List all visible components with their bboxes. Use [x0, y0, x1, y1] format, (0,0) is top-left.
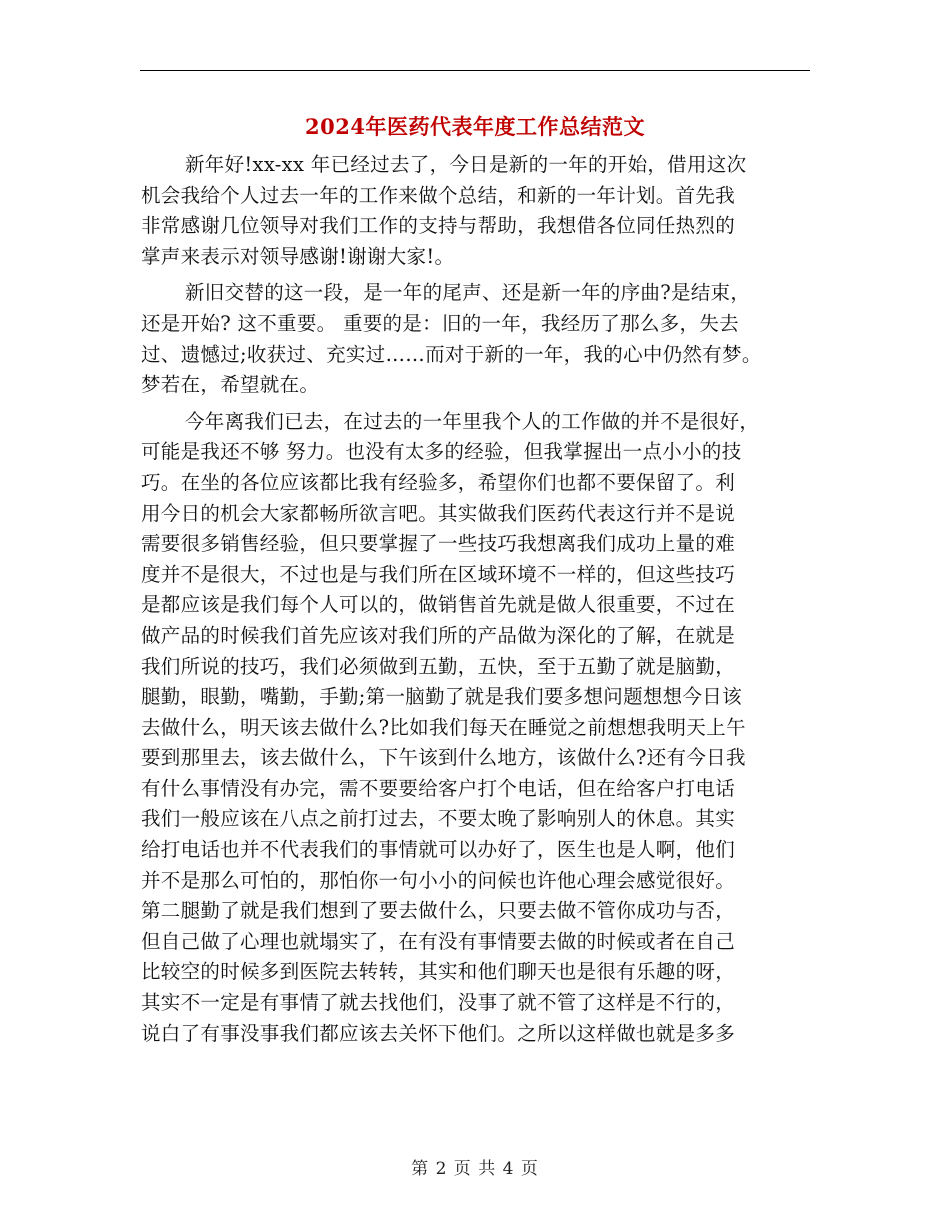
paragraph-1	[141, 150, 813, 272]
text-line: 非常感谢几位领导对我们工作的支持与帮助，我想借各位同任热烈的	[141, 214, 736, 238]
text-line: 用今日的机会大家都畅所欲言吧。其实做我们医药代表这行并不是说	[141, 501, 736, 525]
text-line: 今年离我们已去，在过去的一年里我个人的工作做的并不是很好，	[185, 409, 760, 433]
text-line: 巧。在坐的各位应该都比我有经验多，希望你们也都不要保留了。利	[141, 470, 736, 494]
text-line: 但自己做了心理也就塌实了，在有没有事情要去做的时候或者在自己	[141, 929, 736, 953]
document-title: 2024年医药代表年度工作总结范文	[305, 114, 645, 139]
text-line: 做产品的时候我们首先应该对我们所的产品做为深化的了解，在就是	[141, 623, 736, 647]
text-line: 给打电话也并不代表我们的事情就可以办好了，医生也是人啊，他们	[141, 838, 736, 862]
text-line: 有什么事情没有办完，需不要要给客户打个电话，但在给客户打电话	[141, 776, 736, 800]
text-line: 比较空的时候多到医院去转转，其实和他们聊天也是很有乐趣的呀，	[141, 960, 736, 984]
header-rule	[140, 70, 810, 71]
document-body	[141, 150, 813, 1055]
text-line: 过、遗憾过;收获过、充实过……而对于新的一年，我的心中仍然有梦。	[141, 342, 762, 366]
text-line: 腿勤，眼勤，嘴勤，手勤;第一脑勤了就是我们要多想问题想想今日该	[141, 685, 742, 709]
text-line: 是都应该是我们每个人可以的，做销售首先就是做人很重要，不过在	[141, 593, 736, 617]
text-line: 并不是那么可怕的，那怕你一句小小的问候也许他心理会感觉很好。	[141, 868, 736, 892]
page-footer: 第 2 页 共 4 页	[411, 1159, 539, 1179]
text-line: 第二腿勤了就是我们想到了要去做什么，只要去做不管你成功与否，	[141, 899, 736, 923]
text-line: 需要很多销售经验，但只要掌握了一些技巧我想离我们成功上量的难	[141, 532, 736, 556]
text-line: 掌声来表示对领导感谢!谢谢大家!。	[141, 244, 455, 268]
text-line: 去做什么，明天该去做什么?比如我们每天在睡觉之前想想我明天上午	[141, 715, 746, 739]
text-line: 还是开始? 这不重要。 重要的是：旧的一年，我经历了那么多，失去	[141, 311, 739, 335]
text-line: 梦若在，希望就在。	[141, 373, 320, 397]
text-line: 新旧交替的这一段，是一年的尾声、还是新一年的序曲?是结束，	[185, 281, 751, 305]
text-line: 其实不一定是有事情了就去找他们，没事了就不管了这样是不行的，	[141, 991, 736, 1015]
text-line: 说白了有事没事我们都应该去关怀下他们。之所以这样做也就是多多	[141, 1021, 736, 1045]
paragraph-2	[141, 278, 813, 400]
text-line: 机会我给个人过去一年的工作来做个总结，和新的一年计划。首先我	[141, 183, 736, 207]
paragraph-3	[141, 407, 813, 1049]
text-line: 度并不是很大，不过也是与我们所在区域环境不一样的，但这些技巧	[141, 562, 736, 586]
text-line: 要到那里去，该去做什么，下午该到什么地方，该做什么?还有今日我	[141, 746, 746, 770]
text-line: 我们所说的技巧，我们必须做到五勤，五快，至于五勤了就是脑勤，	[141, 654, 736, 678]
text-line: 可能是我还不够 努力。也没有太多的经验，但我掌握出一点小小的技	[141, 440, 742, 464]
text-line: 我们一般应该在八点之前打过去，不要太晚了影响别人的休息。其实	[141, 807, 736, 831]
text-line: 新年好!xx-xx 年已经过去了，今日是新的一年的开始，借用这次	[185, 153, 747, 176]
